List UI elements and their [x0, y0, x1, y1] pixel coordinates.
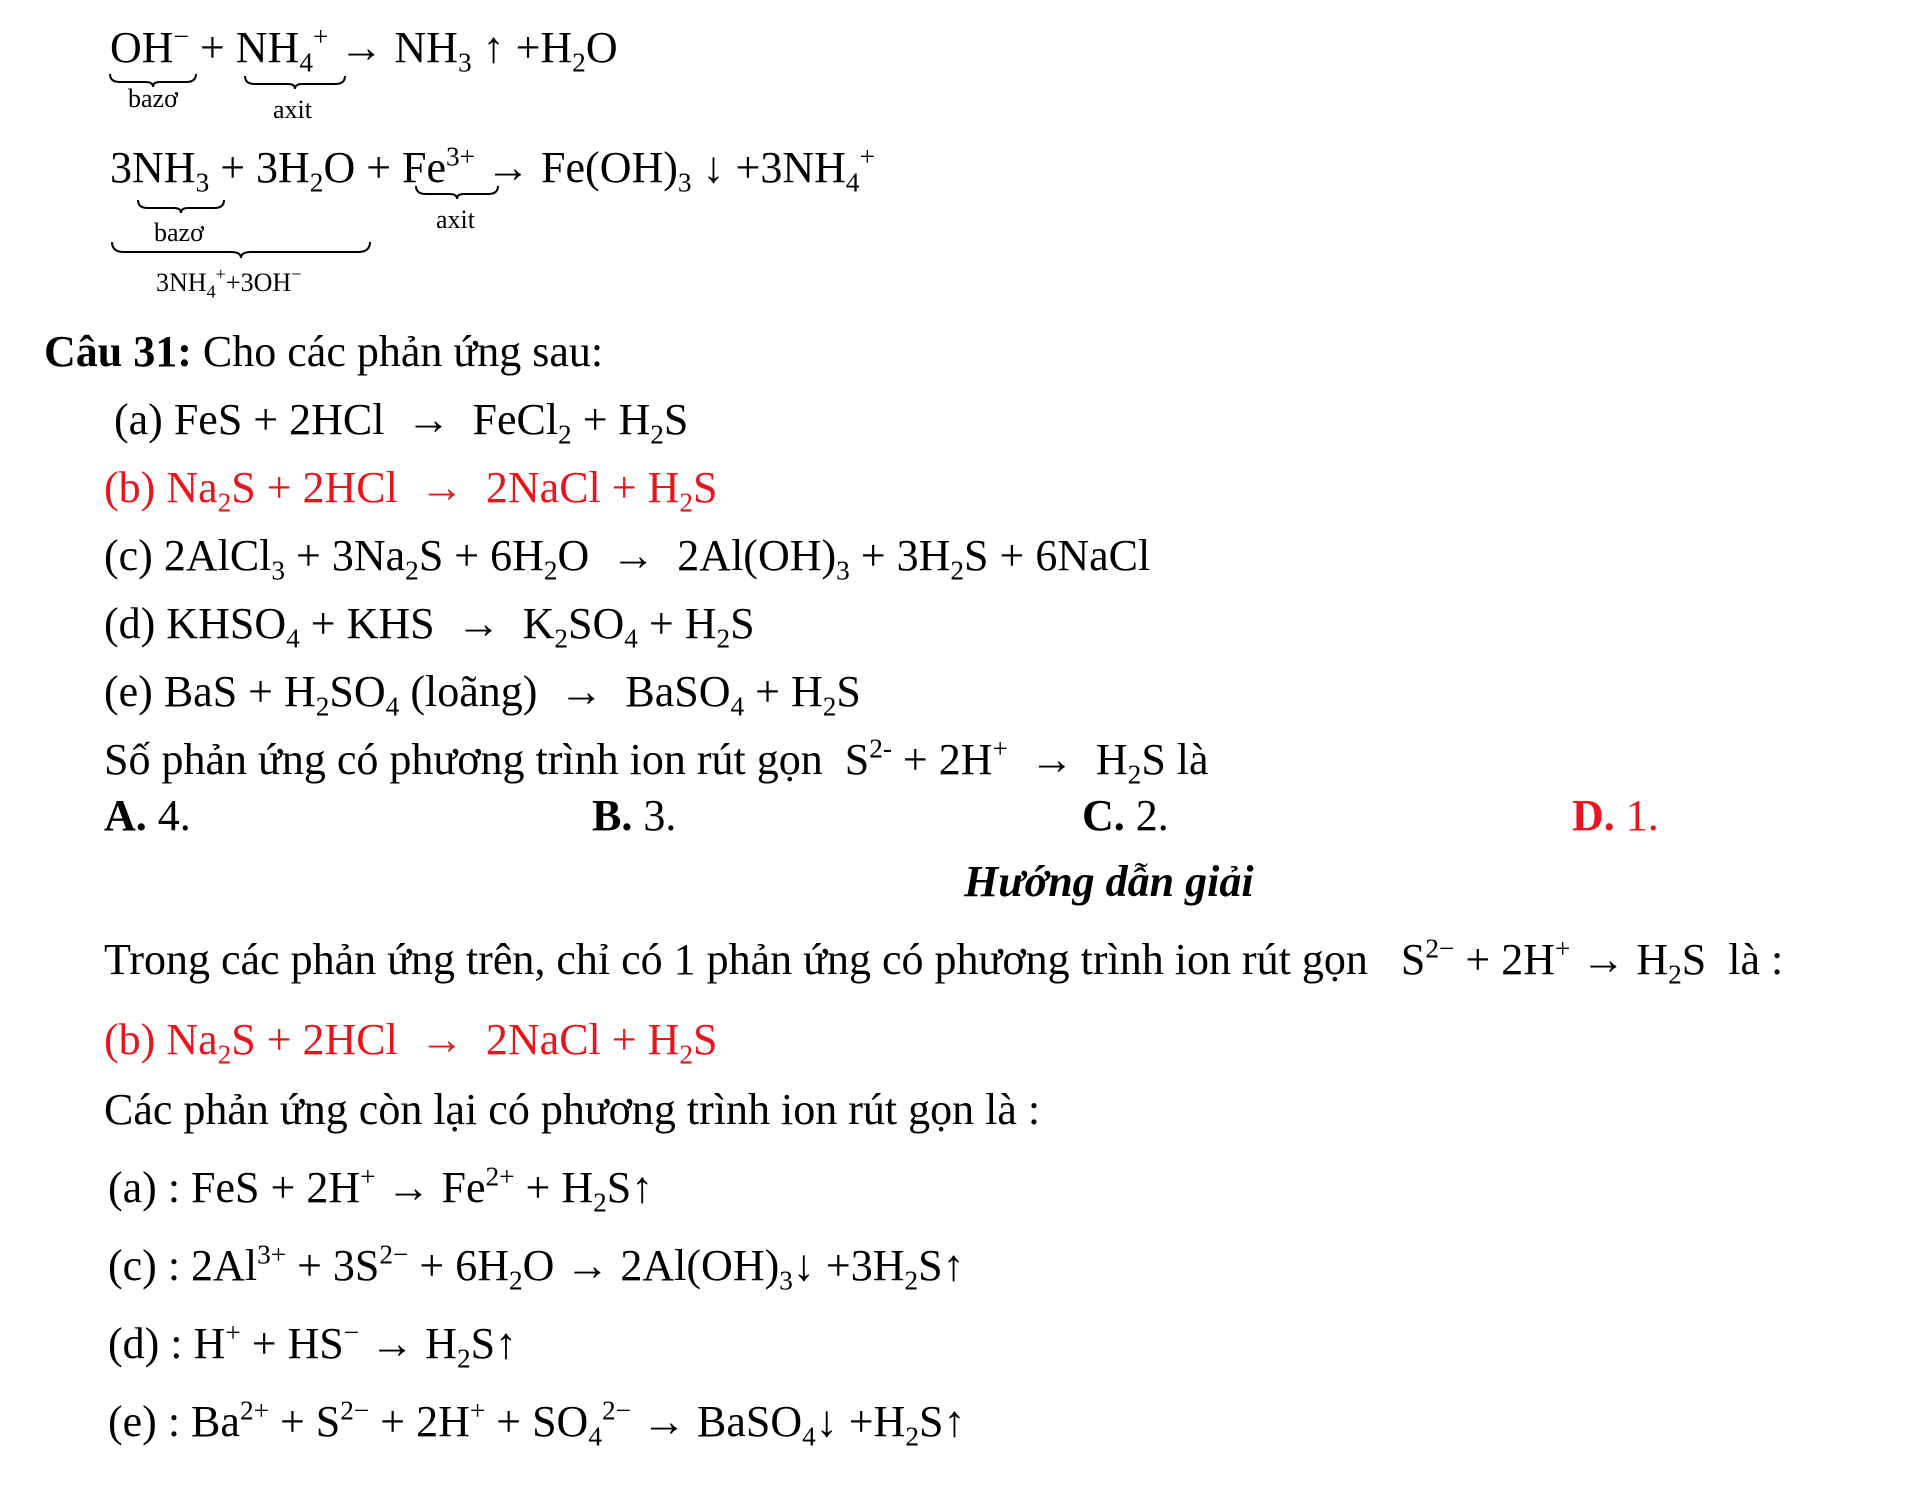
question-stem: Câu 31: Cho các phản ứng sau: — [44, 327, 604, 376]
underbrace-axit-1 — [243, 74, 347, 90]
option-b[interactable]: B. 3. — [592, 791, 677, 840]
underbrace-sum — [110, 240, 372, 260]
option-c[interactable]: C. 2. — [1082, 791, 1169, 840]
solution-heading: Hướng dẫn giải — [964, 857, 1254, 906]
reaction-c: (c) 2AlCl$_3$ + $3Na_2S + 6H_2O \to 2Al(OH)_3 + 3H_2S$ + 6NaCl — [104, 531, 1151, 586]
ionic-c: (c) : $2Al^{3+} + 3S^{2-} + 6H_2O$ → $2Al(OH)_3↓$ $+3H_2S↑$ — [108, 1239, 965, 1296]
solution-reaction-b: (b) $Na_2S + 2HCl$ → 2NaCl + $H_2S$ — [104, 1015, 718, 1070]
label-bazo-2: bazơ — [154, 218, 204, 247]
ionic-d: (d) : $H^+ + HS^- \to H_2S↑$ — [108, 1317, 518, 1374]
solution-rest: Các phản ứng còn lại có phương trình ion rút gọn là : — [104, 1085, 1041, 1134]
label-axit-2: axit — [436, 205, 475, 234]
top-equation-1: $OH^- + NH_4^+ \to NH_3$ ↑ $+H_2O$ — [110, 21, 618, 78]
solution-intro: Trong các phản ứng trên, chỉ có 1 phản ứng có phương trình ion rút gọn $S^{2-} + 2H^+ \to H_2S$ là : — [104, 933, 1784, 990]
underbrace-axit-2 — [414, 184, 500, 200]
option-d[interactable]: D. 1. — [1572, 791, 1659, 840]
question-number: Câu 31: — [44, 327, 192, 376]
label-sum: $3NH_4^++3OH^-$ — [156, 264, 302, 302]
ammonium-ion: $NH_4^+$ — [235, 21, 329, 78]
label-axit-1: axit — [273, 95, 312, 124]
reaction-e: (e) BaS + $H_2SO_4$ (loãng) → BaSO$_4$ + $H_2S$ — [104, 667, 861, 722]
question-ask: Số phản ứng có phương trình ion rút gọn $S^{2-} + 2H^+ \to H_2S$ là — [104, 733, 1209, 790]
ionic-a: (a) : FeS + $2H^+ \to Fe^{2+}$ + $H_2S↑$ — [108, 1161, 654, 1218]
reaction-d: (d) $KHSO_4$ + KHS → $K_2SO_4 + H_2S$ — [104, 599, 755, 654]
option-a[interactable]: A. 4. — [104, 791, 191, 840]
reaction-b: (b) $Na_2S + 2HCl$ → 2NaCl + $H_2S$ — [104, 463, 718, 518]
reaction-a: (a) FeS + 2HCl → FeCl$_2$ + $H_2S$ — [114, 395, 689, 450]
fe3-ion: $Fe^{3+}$ — [402, 141, 476, 192]
ionic-e: (e) : $Ba^{2+} + S^{2-} + 2H^+ + SO_4^{2-}$ → BaSO$_4$↓ $+H_2S↑$ — [108, 1395, 966, 1452]
underbrace-bazo-2 — [136, 198, 226, 214]
nh3-molecule: $NH_3$ — [132, 143, 210, 198]
oh-ion: OH− — [110, 21, 189, 72]
label-bazo-1: bazơ — [128, 84, 178, 113]
top-equation-2: $3NH_3 + 3H_2O + Fe^{3+} \to Fe(OH)_3$ ↓ $+3NH_4^+$ — [110, 141, 875, 198]
